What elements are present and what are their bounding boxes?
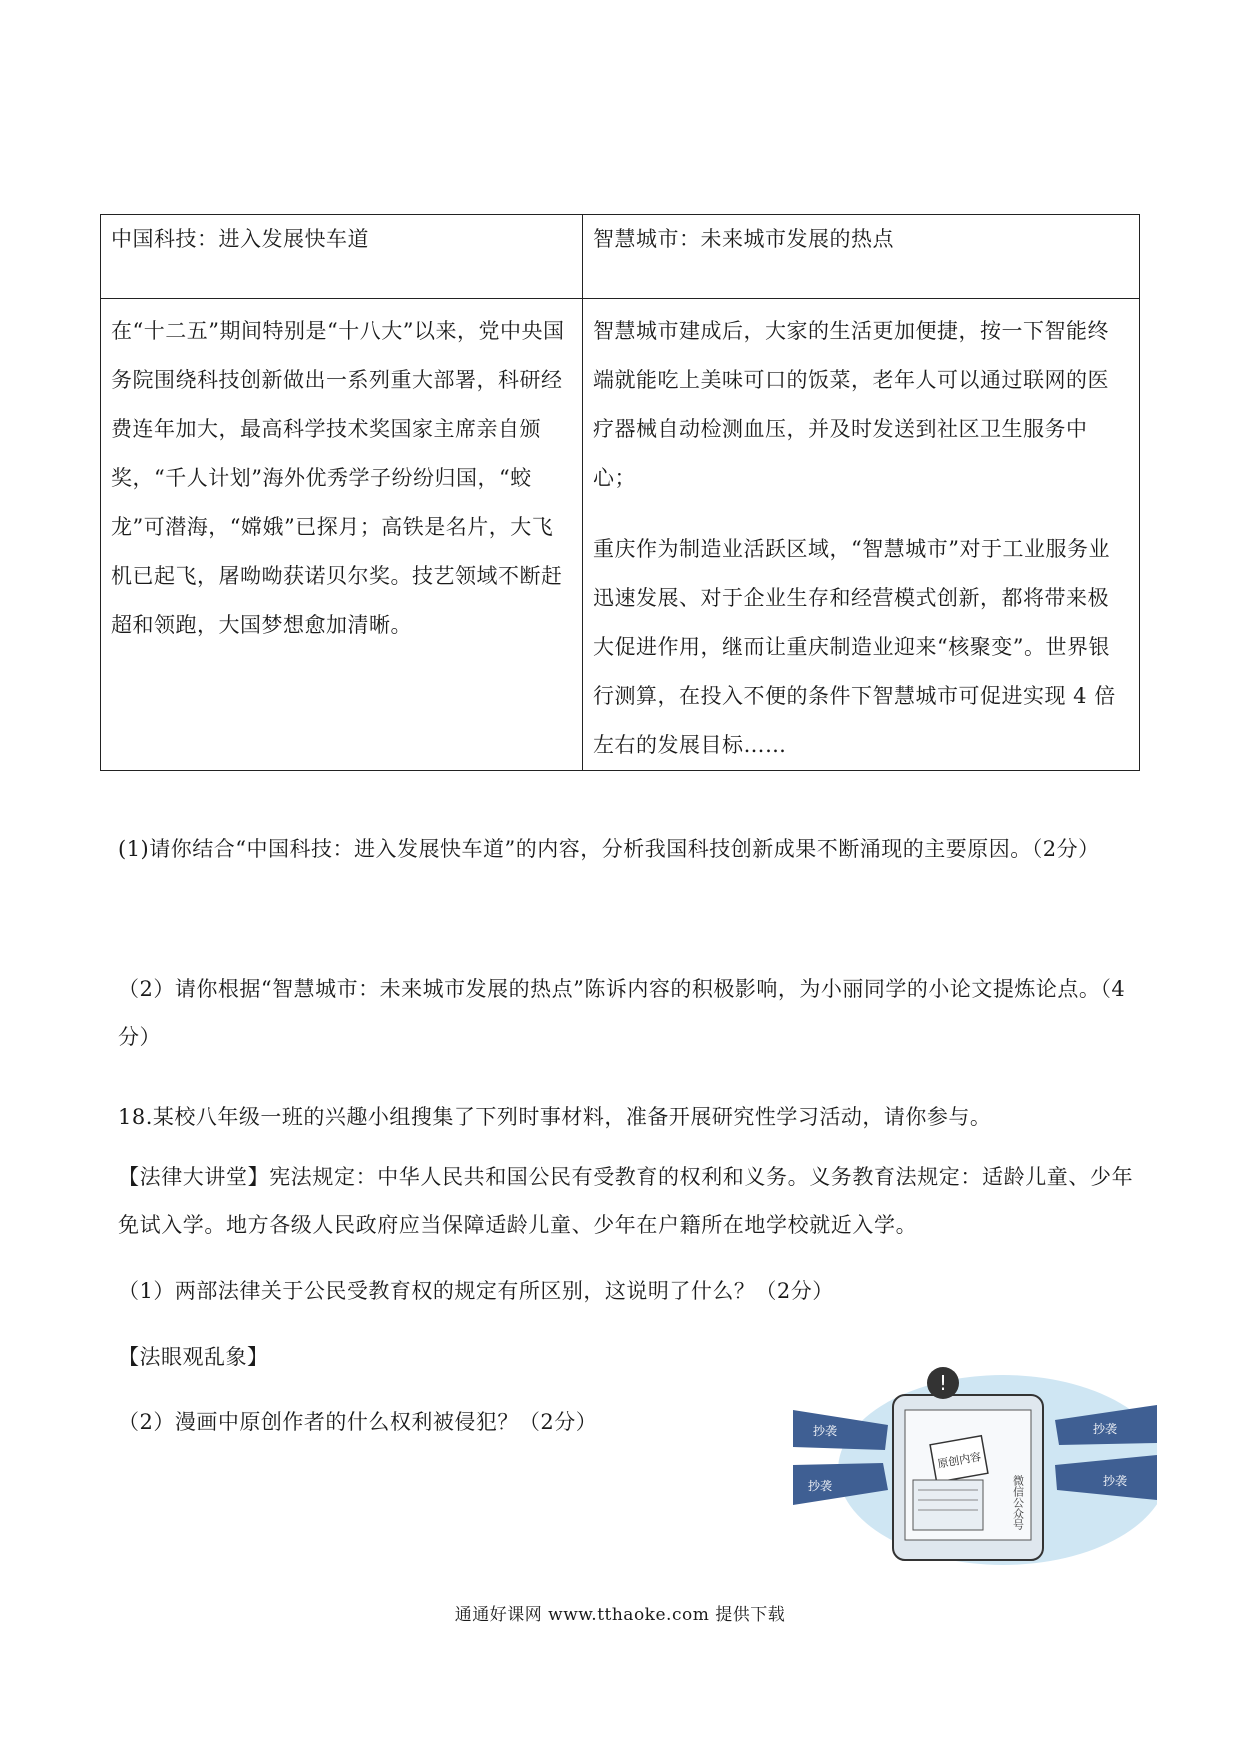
question-17-1: (1)请你结合“中国科技：进入发展快车道”的内容，分析我国科技创新成果不断涌现的主要原因。（2分）: [118, 837, 1100, 861]
paper-stack-icon: [913, 1480, 983, 1530]
plagiarism-cartoon: [793, 1365, 1157, 1565]
table-cell-smart-city: [583, 299, 1140, 771]
smart-city-paragraph-1: 智慧城市建成后，大家的生活更加便捷，按一下智能终端就能吃上美味可口的饭菜，老年人可以通过联网的医疗器械自动检测血压，并及时发送到社区卫生服务中心；: [593, 319, 1109, 490]
footer-download-note: 通通好课网 www.tthaoke.com 提供下载: [454, 1605, 786, 1625]
table-header-smart-city: 智慧城市：未来城市发展的热点: [583, 215, 1140, 299]
question-18-1: （1）两部法律关于公民受教育权的规定有所区别，这说明了什么？（2分）: [118, 1279, 834, 1303]
question-18: 18.某校八年级一班的兴趣小组搜集了下列时事材料，准备开展研究性学习活动，请你参与。: [118, 1105, 992, 1129]
original-content-label: 原创内容: [936, 1450, 983, 1471]
svg-text:抄袭: 抄袭: [808, 1479, 833, 1493]
svg-text:抄袭: 抄袭: [813, 1424, 838, 1438]
smart-city-paragraph-2: 重庆作为制造业活跃区域，“智慧城市”对于工业服务业迅速发展、对于企业生存和经营模式创新，都将带来极大促进作用，继而让重庆制造业迎来“核聚变”。世界银行测算，在投入不便的条件下智慧城市可促进实现 4 倍左右的发展目标……: [593, 537, 1116, 757]
wechat-account-label: 微信公众号: [1011, 1475, 1025, 1530]
exclaim-mark: !: [938, 1371, 948, 1395]
question-18-2: （2）漫画中原创作者的什么权利被侵犯？（2分）: [118, 1410, 598, 1434]
svg-text:抄袭: 抄袭: [1103, 1474, 1128, 1488]
question-17-2: （2）请你根据“智慧城市：未来城市发展的热点”陈诉内容的积极影响，为小丽同学的小论文提炼论点。（4 分）: [118, 977, 1126, 1049]
table-cell-tech: [101, 299, 583, 771]
table-header-tech: 中国科技：进入发展快车道: [101, 215, 583, 299]
law-lecture-paragraph: 【法律大讲堂】宪法规定：中华人民共和国公民有受教育的权利和义务。义务教育法规定：适龄儿童、少年免试入学。地方各级人民政府应当保障适龄儿童、少年在户籍所在地学校就近入学。: [118, 1165, 1134, 1237]
tech-paragraph: 在“十二五”期间特别是“十八大”以来，党中央国务院围绕科技创新做出一系列重大部署，科研经费连年加大，最高科学技术奖国家主席亲自颁奖，“千人计划”海外优秀学子纷纷归国，“蛟龙”可潜海，“嫦娥”已探月；高铁是名片，大飞机已起飞，屠呦呦获诺贝尔奖。技艺领域不断赶超和领跑，大国梦想愈加清晰。: [111, 319, 565, 637]
law-eye-title: 【法眼观乱象】: [118, 1345, 269, 1369]
svg-text:抄袭: 抄袭: [1093, 1422, 1118, 1436]
material-table: [100, 214, 1140, 771]
